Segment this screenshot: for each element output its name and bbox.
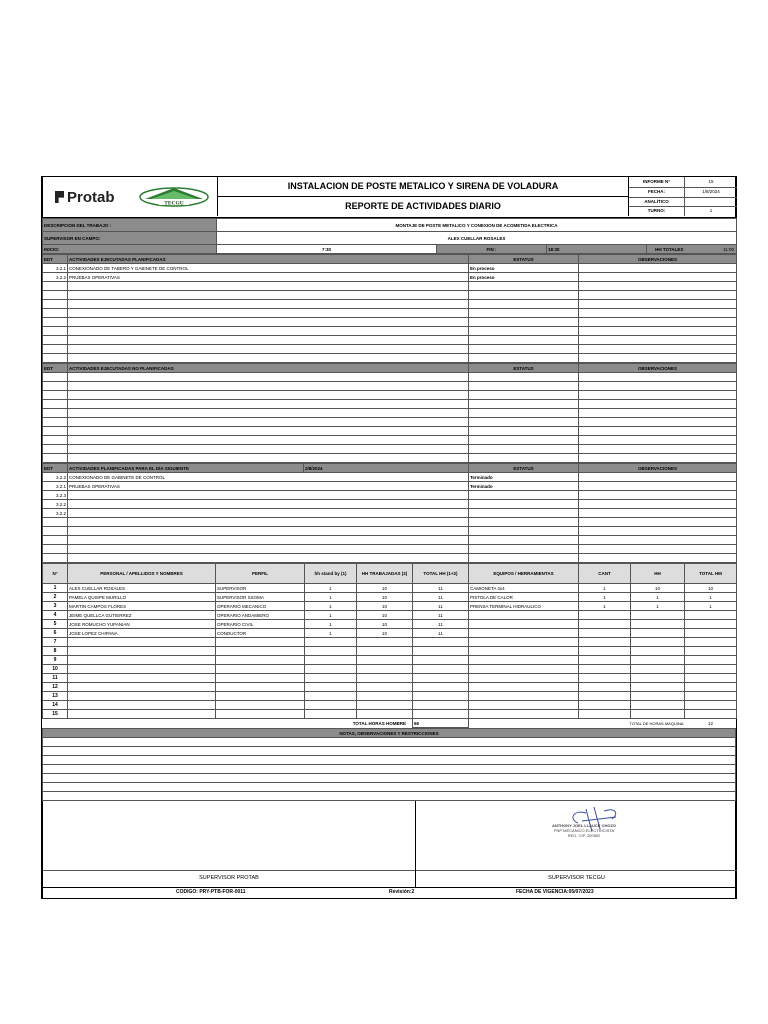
notes-header: NOTAS, OBSERVACIONES Y RESTRICCIONES xyxy=(43,729,736,738)
signature-protab xyxy=(43,801,416,887)
general-info-table xyxy=(42,218,737,254)
next-date-header: 2/8/2024 xyxy=(304,464,469,473)
personnel-row: 15 xyxy=(43,710,737,719)
report-title: INSTALACION DE POSTE METALICO Y SIRENA DE VOLADURA xyxy=(218,177,628,197)
planned-status-header: ESTATUS xyxy=(469,255,579,264)
tecgu-logo xyxy=(137,185,211,209)
signature-stamp: ANTHONY JOEL LLAUCE CHOZO PNP MECÁNICO ELECTRICISTA REG. CIP. 200852 xyxy=(551,823,617,838)
empty-row xyxy=(43,427,737,436)
unplanned-obs-header: OBSERVACIONES xyxy=(579,364,737,373)
info-row-analitico: ANALÍTICO xyxy=(629,197,737,208)
empty-row xyxy=(43,391,737,400)
report-sheet xyxy=(41,176,737,899)
personnel-row: 7 xyxy=(43,638,737,647)
empty-row xyxy=(43,774,736,783)
unplanned-edt-header: EDT xyxy=(43,364,68,373)
footer-validity: FECHA DE VIGENCIA:05/07/2023 xyxy=(516,889,594,895)
next-act-header: ACTIVIDADES PLANIFICADAS PARA EL DÍA SIGUIENTE xyxy=(68,464,304,473)
empty-row xyxy=(43,418,737,427)
empty-row xyxy=(43,738,736,747)
personnel-row: 6 JOSE LOPEZ CHIPANA CONDUCTOR 1 10 11 xyxy=(43,629,737,638)
notes-table xyxy=(42,728,736,801)
footer xyxy=(42,888,736,899)
inicio-label: INICIO: xyxy=(43,245,217,254)
empty-row xyxy=(43,282,737,291)
info-row-informe: INFORME N° 15 xyxy=(629,177,737,188)
personnel-row: 8 xyxy=(43,647,737,656)
info-row-fecha: FECHA: 1/8/2024 xyxy=(629,187,737,198)
empty-row xyxy=(43,792,736,801)
empty-row xyxy=(43,536,737,545)
empty-row xyxy=(43,309,737,318)
personnel-row: 1 ALEX CUELLAR ROSALES SUPERVISOR 1 10 11 CAMIONETA 4x4 1 10 10 xyxy=(43,584,737,593)
personnel-row: 12 xyxy=(43,683,737,692)
personnel-header-row: N° PERSONAL / APELLIDOS Y NOMBRES PERFIL hh stand by (1) HH TRABAJADAS (2) TOTAL HH (1+2) EQUIPOS / HERRAMIENTAS CANT HH TOTAL HM xyxy=(43,564,737,584)
info-row-turno: TURNO: 1 xyxy=(629,206,737,216)
unplanned-status-header: ESTATUS xyxy=(469,364,579,373)
empty-row xyxy=(43,765,736,774)
personnel-row: 11 xyxy=(43,674,737,683)
report-subtitle: REPORTE DE ACTIVIDADES DIARIO xyxy=(345,201,501,211)
total-hh-label: TOTAL HORAS HOMBRE xyxy=(352,720,406,726)
empty-row xyxy=(43,454,737,463)
planned-activities-table xyxy=(42,254,737,363)
inicio-value: 7:30 xyxy=(217,245,437,254)
footer-revision: Revisión:2 xyxy=(389,889,415,895)
hh-total-label: HH TOTALES xyxy=(655,246,684,252)
empty-row xyxy=(43,354,737,363)
empty-row xyxy=(43,445,737,454)
personnel-row: 2 PAMELA QUISPE MURILLO SUPERVISOR SSOMA 1 10 11 PISTOLA DE CALOR 1 1 1 xyxy=(43,593,737,602)
empty-row xyxy=(43,373,737,382)
logo-area xyxy=(43,177,218,216)
empty-row xyxy=(43,400,737,409)
empty-row xyxy=(43,382,737,391)
table-row: 3.2.2 xyxy=(43,500,737,509)
empty-row xyxy=(43,518,737,527)
table-row: 3.2.3 xyxy=(43,491,737,500)
total-hm-label: TOTAL DE HORAS MAQUINA xyxy=(629,720,684,726)
unplanned-activities-table xyxy=(42,363,737,463)
planned-act-header: ACTIVIDADES EJECUTADAS PLANIFICADAS xyxy=(68,255,469,264)
signature-area xyxy=(42,801,736,888)
signature-tecgu xyxy=(416,801,737,887)
table-row: 3.2.1 PRUEBAS OPERATIVAS Terminado xyxy=(43,482,737,491)
planned-obs-header: OBSERVACIONES xyxy=(579,255,737,264)
table-row: 3.2.1 CONEXIONADO DE TABERO Y GABINETE DE CONTROL En proceso xyxy=(43,264,737,273)
report-header xyxy=(42,176,736,218)
signature-tecgu-label: SUPERVISOR TECGU xyxy=(548,875,605,881)
unplanned-act-header: ACTIVIDADES EJECUTADAS NO PLANIFICADAS xyxy=(68,364,469,373)
empty-row xyxy=(43,300,737,309)
empty-row xyxy=(43,554,737,563)
empty-row xyxy=(43,527,737,536)
personnel-totals-row xyxy=(43,719,737,728)
personnel-row: 5 JOSE ROMUCHO YUPANIAN OPERARIO CIVIL 1 10 11 xyxy=(43,620,737,629)
footer-code: CODIGO: PRY-PTB-FOR-0011 xyxy=(176,889,246,895)
hh-total-value: 11:00 xyxy=(723,246,735,252)
personnel-table xyxy=(42,563,737,728)
personnel-row: 10 xyxy=(43,665,737,674)
empty-row xyxy=(43,436,737,445)
empty-row xyxy=(43,291,737,300)
empty-row xyxy=(43,747,736,756)
tecgu-logo-text: TECGU xyxy=(164,200,184,207)
next-day-activities-table xyxy=(42,463,737,563)
table-row: 3.2.2 xyxy=(43,509,737,518)
report-info xyxy=(628,177,737,216)
personnel-row: 4 JEIME QUELLCA GUTIERREZ OPERARIO ANDAMIERO 1 10 11 xyxy=(43,611,737,620)
signature-protab-label: SUPERVISOR PROTAB xyxy=(199,875,259,881)
personnel-row: 9 xyxy=(43,656,737,665)
protab-logo: Protab xyxy=(55,189,115,206)
total-hm-value: 12 xyxy=(707,720,713,726)
next-status-header: ESTATUS xyxy=(469,464,579,473)
empty-row xyxy=(43,327,737,336)
empty-row xyxy=(43,783,736,792)
empty-row xyxy=(43,409,737,418)
empty-row xyxy=(43,318,737,327)
fin-label: FIN : xyxy=(437,245,547,254)
next-obs-header: OBSERVACIONES xyxy=(579,464,737,473)
empty-row xyxy=(43,345,737,354)
next-edt-header: EDT xyxy=(43,464,68,473)
table-row: 3.2.2 CONEXIONADO DE GABINETE DE CONTROL Terminado xyxy=(43,473,737,482)
supervisor-label: SUPERVISOR EN CAMPO: xyxy=(43,232,217,245)
desc-value: MONTAJE DE POSTE METALICO Y CONEXION DE ACOMETIDA ELECTRICA xyxy=(217,219,737,232)
planned-edt-header: EDT xyxy=(43,255,68,264)
table-row: 3.2.2 PRUEBAS OPERATIVAS En proceso xyxy=(43,273,737,282)
total-hh-value: 66 xyxy=(413,719,469,728)
personnel-row: 13 xyxy=(43,692,737,701)
personnel-row: 3 MARTIN CAMPOS FLORES OPERARIO MECANICO 1 10 11 PRENSA TERMINAL HIDRAULICO 1 1 1 xyxy=(43,602,737,611)
fin-value: 18:30 xyxy=(547,245,647,254)
supervisor-value: ALEX CUELLAR ROSALES xyxy=(217,232,737,245)
desc-label: DESCRIPCION DEL TRABAJO : xyxy=(43,219,217,232)
personnel-row: 14 xyxy=(43,701,737,710)
empty-row xyxy=(43,756,736,765)
empty-row xyxy=(43,336,737,345)
empty-row xyxy=(43,545,737,554)
